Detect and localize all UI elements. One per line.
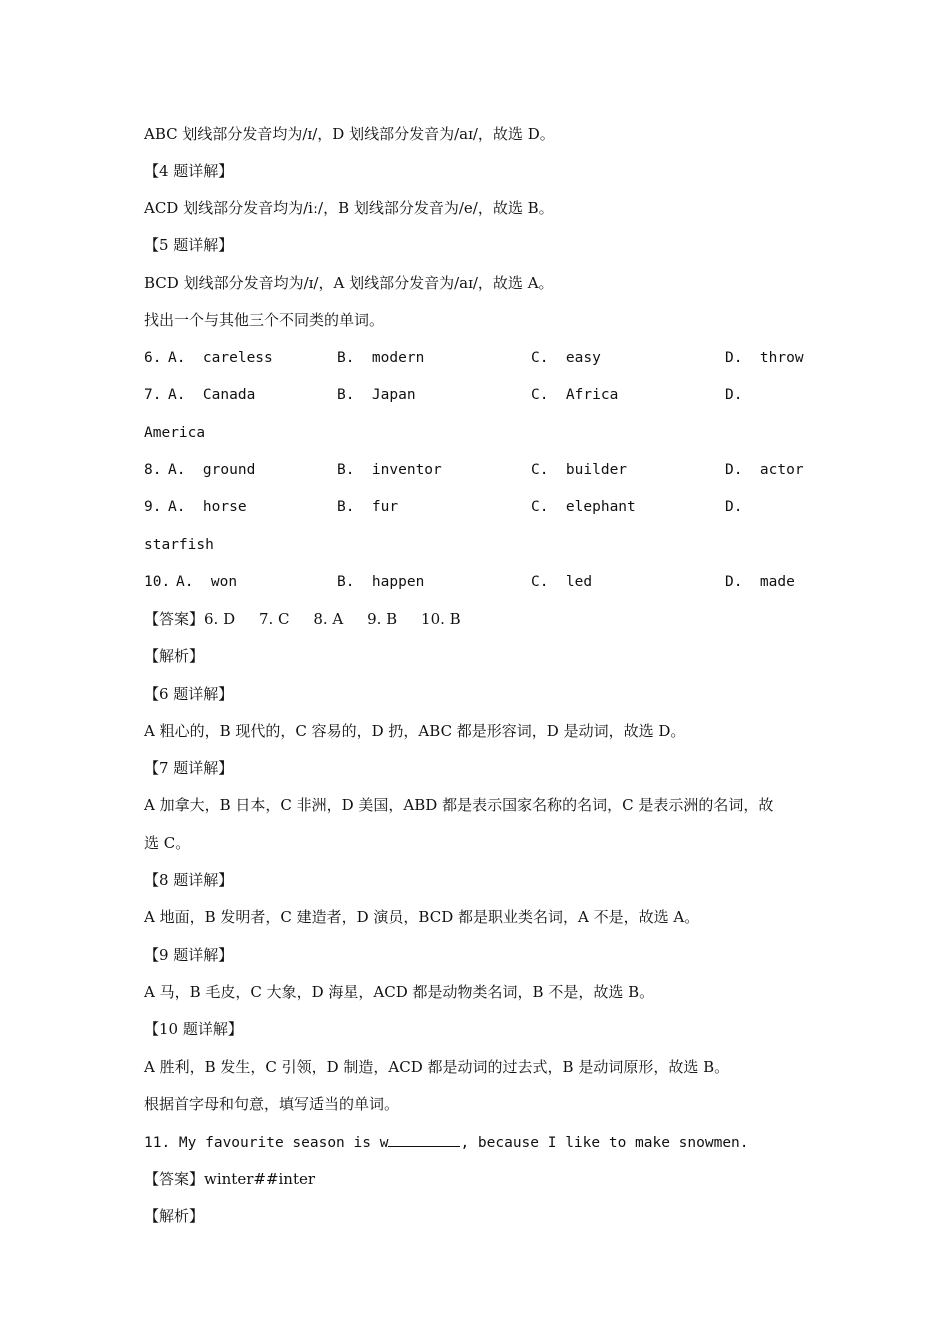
option-d-wrap: America xyxy=(144,425,206,441)
text-line: A 加拿大，B 日本，C 非洲，D 美国，ABD 都是表示国家名称的名词，C 是表示洲的名词，故 xyxy=(144,796,774,814)
section-heading: 【10 题详解】 xyxy=(144,1020,243,1038)
question-number: 6. xyxy=(144,350,162,366)
text-line: ABC 划线部分发音均为/ɪ/，D 划线部分发音为/aɪ/，故选 D。 xyxy=(144,125,555,143)
option-c: C. Africa xyxy=(531,387,619,403)
question-number: 9. xyxy=(144,499,162,515)
option-b: B. inventor xyxy=(337,462,442,478)
option-a: A. ground xyxy=(168,462,256,478)
section-heading: 【8 题详解】 xyxy=(144,871,234,889)
text-line: A 马，B 毛皮，C 大象，D 海星，ACD 都是动物类名词，B 不是，故选 B。 xyxy=(144,983,655,1001)
option-a: A. careless xyxy=(168,350,273,366)
option-d: D. xyxy=(725,387,743,403)
section-heading: 【解析】 xyxy=(144,1207,205,1225)
question-number: 7. xyxy=(144,387,162,403)
instruction-text: 找出一个与其他三个不同类的单词。 xyxy=(144,311,385,329)
option-b: B. happen xyxy=(337,574,425,590)
answer-line: 【答案】6. D 7. C 8. A 9. B 10. B xyxy=(144,610,461,628)
question-11-text: 11. My favourite season is w xyxy=(144,1135,389,1151)
option-d-wrap: starfish xyxy=(144,537,214,553)
section-heading: 【解析】 xyxy=(144,647,205,665)
question-11-text: , because I like to make snowmen. xyxy=(460,1135,749,1151)
section-heading: 【5 题详解】 xyxy=(144,236,234,254)
section-heading: 【9 题详解】 xyxy=(144,946,234,964)
section-heading: 【4 题详解】 xyxy=(144,162,234,180)
option-d: D. xyxy=(725,499,743,515)
answer-blank[interactable] xyxy=(388,1132,460,1147)
question-number: 8. xyxy=(144,462,162,478)
section-heading: 【7 题详解】 xyxy=(144,759,234,777)
section-heading: 【6 题详解】 xyxy=(144,685,234,703)
text-line: BCD 划线部分发音均为/ɪ/，A 划线部分发音为/aɪ/，故选 A。 xyxy=(144,274,554,292)
answer-line: 【答案】winter##inter xyxy=(144,1170,316,1188)
question-11 xyxy=(144,1132,749,1153)
text-line: A 胜利，B 发生，C 引领，D 制造，ACD 都是动词的过去式，B 是动词原形，故选 B。 xyxy=(144,1058,730,1076)
option-c: C. elephant xyxy=(531,499,636,515)
question-number: 10. xyxy=(144,574,171,590)
option-d: D. throw xyxy=(725,350,804,366)
option-b: B. Japan xyxy=(337,387,416,403)
option-a: A. won xyxy=(176,574,238,590)
option-d: D. actor xyxy=(725,462,804,478)
instruction-text: 根据首字母和句意，填写适当的单词。 xyxy=(144,1095,400,1113)
text-line: ACD 划线部分发音均为/iː/，B 划线部分发音为/e/，故选 B。 xyxy=(144,199,554,217)
option-d: D. made xyxy=(725,574,795,590)
option-c: C. led xyxy=(531,574,593,590)
option-a: A. Canada xyxy=(168,387,256,403)
text-line: A 粗心的，B 现代的，C 容易的，D 扔，ABC 都是形容词，D 是动词，故选 D。 xyxy=(144,722,686,740)
option-a: A. horse xyxy=(168,499,247,515)
text-line: A 地面，B 发明者，C 建造者，D 演员，BCD 都是职业类名词，A 不是，故选 A。 xyxy=(144,908,700,926)
option-b: B. fur xyxy=(337,499,399,515)
text-line: 选 C。 xyxy=(144,834,191,852)
option-b: B. modern xyxy=(337,350,425,366)
option-c: C. builder xyxy=(531,462,628,478)
option-c: C. easy xyxy=(531,350,601,366)
